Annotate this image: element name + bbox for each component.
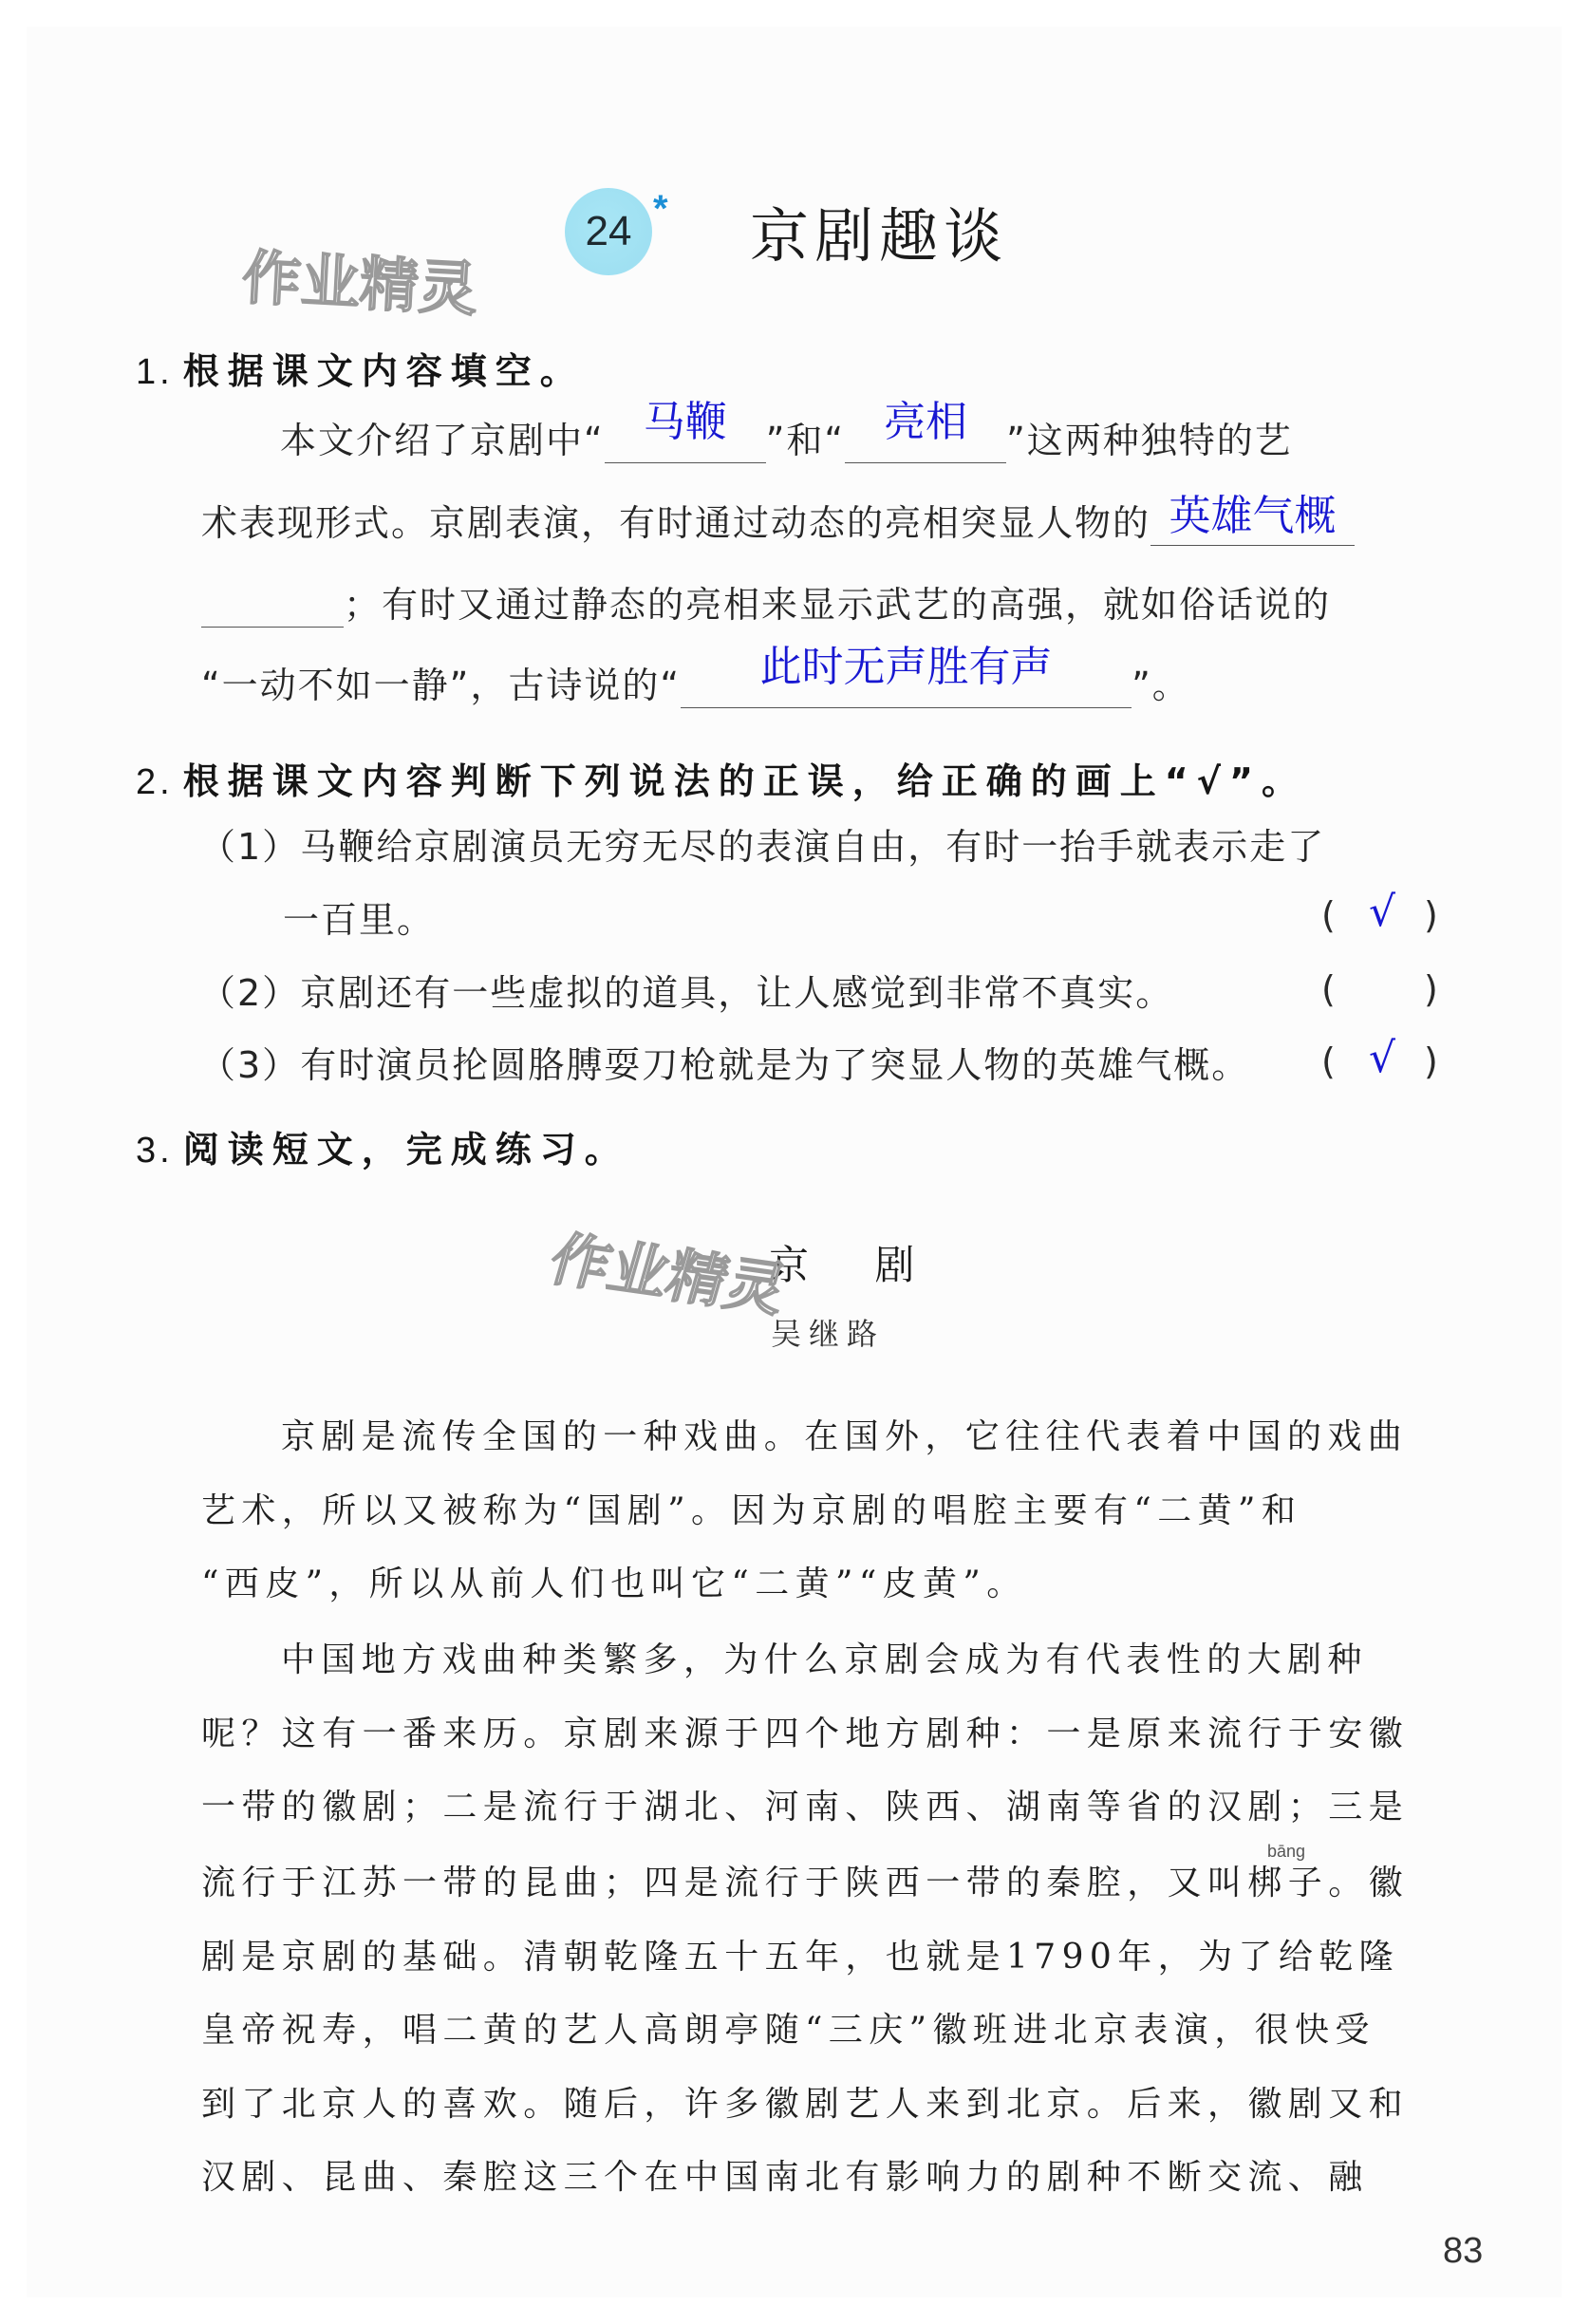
- question-text: 阅读短文，完成练习。: [182, 1129, 629, 1171]
- question-number: 3.: [136, 1131, 174, 1171]
- q1-line-1: [280, 398, 1293, 463]
- handwritten-answer: 此时无声胜有声: [759, 643, 1053, 691]
- question-number: 2.: [136, 762, 174, 802]
- item-text: 有时演员抡圆胳膊耍刀枪就是为了突显人物的英雄气概。: [300, 1044, 1250, 1086]
- watermark: 作业精灵: [240, 242, 479, 325]
- answer-paren-close: ): [1424, 894, 1438, 936]
- passage-line: 汉剧、昆曲、秦腔这三个在中国南北有影响力的剧种不断交流、融: [201, 2158, 1369, 2197]
- watermark: 作业精灵: [542, 1224, 795, 1325]
- check-mark-answer-1[interactable]: √: [1369, 888, 1396, 936]
- text: 本文介绍了京剧中“: [280, 420, 605, 461]
- fill-blank-1[interactable]: [605, 398, 766, 463]
- handwritten-answer: 英雄气概: [1169, 492, 1337, 540]
- passage-line: 皇帝祝寿，唱二黄的艺人高朗亭随“三庆”徽班进北京表演，很快受: [201, 2011, 1375, 2050]
- passage-line: 到了北京人的喜欢。随后，许多徽剧艺人来到北京。后来，徽剧又和: [201, 2085, 1410, 2124]
- q2-item-3: [199, 1042, 1249, 1088]
- optional-lesson-star-icon: *: [653, 188, 668, 230]
- question-1-heading: [136, 342, 585, 394]
- question-text: 根据课文内容填空。: [182, 350, 585, 392]
- question-number: 1.: [136, 352, 174, 392]
- passage-line: “西皮”，所以从前人们也叫它“二黄”“皮黄”。: [201, 1565, 1027, 1603]
- fill-blank-3-continued[interactable]: [201, 585, 344, 628]
- answer-paren-open: (: [1321, 968, 1336, 1010]
- item-label: （1）: [199, 826, 301, 868]
- q1-line-4: [201, 643, 1190, 708]
- passage-line: 一带的徽剧；二是流行于湖北、河南、陕西、湖南等省的汉剧；三是: [201, 1788, 1410, 1827]
- lesson-number: 24: [585, 208, 632, 254]
- question-2-heading: [136, 752, 1306, 804]
- question-text: 根据课文内容判断下列说法的正误，给正确的画上“√”。: [182, 760, 1307, 802]
- q2-item-2: [199, 970, 1173, 1016]
- q1-line-3: [201, 582, 1331, 628]
- item-text: 马鞭给京剧演员无穷无尽的表演自由，有时一抬手就表示走了: [300, 826, 1326, 868]
- item-label: （3）: [199, 1044, 301, 1086]
- fill-blank-3[interactable]: [1150, 492, 1355, 546]
- item-text: 京剧还有一些虚拟的道具，让人感觉到非常不真实。: [300, 972, 1174, 1014]
- lesson-title: 京剧趣谈: [750, 201, 1009, 271]
- answer-paren-open: (: [1321, 894, 1336, 936]
- text: 术表现形式。京剧表演，有时通过动态的亮相突显人物的: [201, 502, 1151, 544]
- text: ”。: [1132, 665, 1190, 706]
- passage-line: 京剧是流传全国的一种戏曲。在国外，它往往代表着中国的戏曲: [281, 1417, 1409, 1456]
- handwritten-answer: 亮相: [884, 398, 968, 446]
- item-label: （2）: [199, 972, 301, 1014]
- passage-title: 京 剧: [769, 1242, 942, 1288]
- fill-blank-2[interactable]: [845, 398, 1006, 463]
- handwritten-answer: 马鞭: [643, 398, 727, 446]
- passage-line: 呢？这有一番来历。京剧来源于四个地方剧种：一是原来流行于安徽: [201, 1715, 1410, 1753]
- text: ”这两种独特的艺: [1006, 420, 1293, 461]
- q1-line-2: [201, 492, 1355, 546]
- answer-paren-open: (: [1321, 1040, 1336, 1082]
- passage-line: 剧是京剧的基础。清朝乾隆五十五年，也就是1790年，为了给乾隆: [201, 1938, 1400, 1977]
- question-3-heading: [136, 1120, 629, 1172]
- passage-author: 吴继路: [771, 1316, 886, 1352]
- pinyin-annotation: bāng: [1267, 1842, 1306, 1861]
- q2-item-1-continued: 一百里。: [283, 899, 436, 941]
- text: ”和“: [765, 420, 846, 461]
- passage-line: 艺术，所以又被称为“国剧”。因为京剧的唱腔主要有“二黄”和: [201, 1491, 1302, 1530]
- answer-paren-close: ): [1424, 1040, 1438, 1082]
- passage-line: 中国地方戏曲种类繁多，为什么京剧会成为有代表性的大剧种: [281, 1640, 1368, 1679]
- text: ；有时又通过静态的亮相来显示武艺的高强，就如俗话说的: [344, 584, 1332, 626]
- passage-line: 流行于江苏一带的昆曲；四是流行于陕西一带的秦腔，又叫梆子。徽: [201, 1864, 1410, 1902]
- page-number: 83: [1443, 2231, 1484, 2271]
- text: “一动不如一静”，古诗说的“: [201, 665, 682, 706]
- fill-blank-4[interactable]: [681, 643, 1132, 708]
- q2-item-1: [199, 824, 1325, 870]
- answer-paren-close: ): [1424, 968, 1438, 1010]
- check-mark-answer-3[interactable]: √: [1369, 1034, 1396, 1082]
- lesson-number-badge: [565, 188, 652, 275]
